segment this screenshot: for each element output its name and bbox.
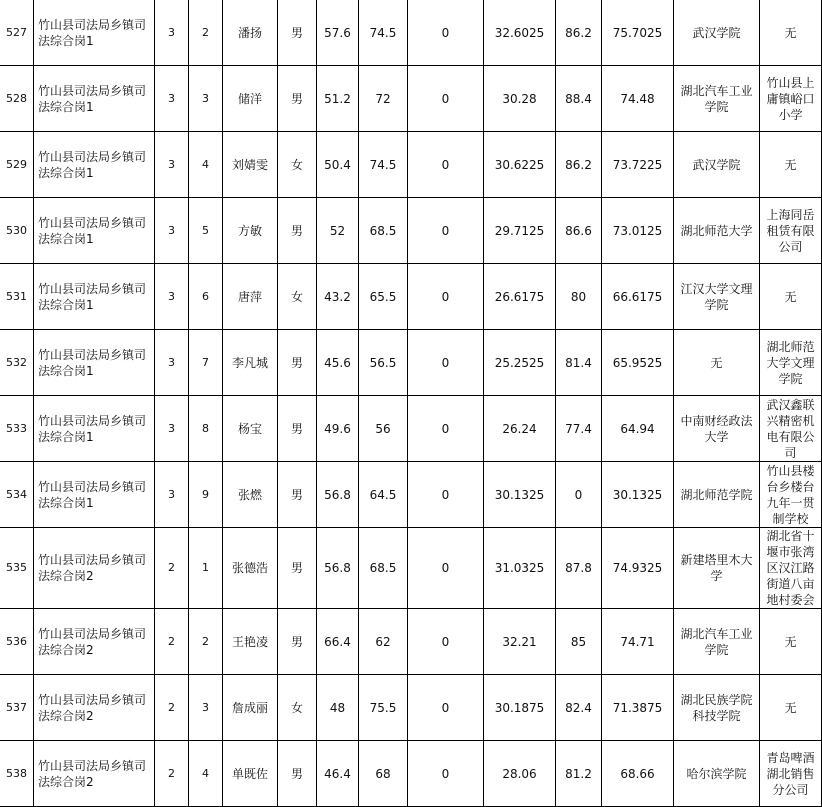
post-name-cell: 竹山县司法局乡镇司法综合岗1 [34,462,155,528]
post-name-cell: 竹山县司法局乡镇司法综合岗2 [34,528,155,609]
employer-cell: 竹山县上庸镇峪口小学 [760,66,822,132]
interview-score-cell: 86.2 [556,0,602,66]
post-quota-cell: 2 [155,609,189,675]
written-weighted-cell: 28.06 [484,741,556,807]
total-score-cell: 74.48 [602,66,674,132]
gender-cell: 女 [278,132,317,198]
row-number-cell: 530 [0,198,34,264]
written-weighted-cell: 30.6225 [484,132,556,198]
post-name-cell: 竹山县司法局乡镇司法综合岗1 [34,330,155,396]
school-cell: 哈尔滨学院 [674,741,760,807]
row-number-cell: 533 [0,396,34,462]
row-number-cell: 537 [0,675,34,741]
exam-score-b-cell: 68.5 [359,528,408,609]
school-cell: 中南财经政法大学 [674,396,760,462]
school-cell: 新建塔里木大学 [674,528,760,609]
post-name-cell: 竹山县司法局乡镇司法综合岗1 [34,264,155,330]
candidate-name-cell: 王艳凌 [223,609,278,675]
exam-score-a-cell: 52 [317,198,359,264]
bonus-points-cell: 0 [408,675,484,741]
candidate-name-cell: 方敏 [223,198,278,264]
gender-cell: 女 [278,675,317,741]
post-name-cell: 竹山县司法局乡镇司法综合岗2 [34,609,155,675]
gender-cell: 男 [278,609,317,675]
exam-score-a-cell: 56.8 [317,528,359,609]
bonus-points-cell: 0 [408,396,484,462]
interview-score-cell: 81.2 [556,741,602,807]
school-cell: 湖北民族学院科技学院 [674,675,760,741]
exam-score-b-cell: 56 [359,396,408,462]
interview-score-cell: 77.4 [556,396,602,462]
employer-cell: 无 [760,264,822,330]
candidate-name-cell: 单既佐 [223,741,278,807]
total-score-cell: 73.7225 [602,132,674,198]
employer-cell: 无 [760,609,822,675]
gender-cell: 女 [278,264,317,330]
total-score-cell: 75.7025 [602,0,674,66]
post-quota-cell: 3 [155,264,189,330]
exam-score-b-cell: 72 [359,66,408,132]
post-name-cell: 竹山县司法局乡镇司法综合岗2 [34,675,155,741]
rank-cell: 8 [189,396,223,462]
post-name-cell: 竹山县司法局乡镇司法综合岗2 [34,741,155,807]
school-cell: 湖北汽车工业学院 [674,66,760,132]
post-quota-cell: 3 [155,66,189,132]
total-score-cell: 74.71 [602,609,674,675]
bonus-points-cell: 0 [408,198,484,264]
post-name-cell: 竹山县司法局乡镇司法综合岗1 [34,396,155,462]
row-number-cell: 531 [0,264,34,330]
post-name-cell: 竹山县司法局乡镇司法综合岗1 [34,198,155,264]
exam-score-a-cell: 57.6 [317,0,359,66]
bonus-points-cell: 0 [408,609,484,675]
rank-cell: 1 [189,528,223,609]
exam-score-a-cell: 49.6 [317,396,359,462]
exam-score-b-cell: 62 [359,609,408,675]
bonus-points-cell: 0 [408,264,484,330]
exam-score-b-cell: 56.5 [359,330,408,396]
bonus-points-cell: 0 [408,741,484,807]
bonus-points-cell: 0 [408,132,484,198]
gender-cell: 男 [278,528,317,609]
written-weighted-cell: 26.24 [484,396,556,462]
gender-cell: 男 [278,66,317,132]
total-score-cell: 74.9325 [602,528,674,609]
bonus-points-cell: 0 [408,462,484,528]
row-number-cell: 528 [0,66,34,132]
interview-score-cell: 86.6 [556,198,602,264]
rank-cell: 9 [189,462,223,528]
exam-score-b-cell: 68 [359,741,408,807]
post-quota-cell: 3 [155,0,189,66]
post-name-cell: 竹山县司法局乡镇司法综合岗1 [34,132,155,198]
gender-cell: 男 [278,462,317,528]
rank-cell: 3 [189,675,223,741]
interview-score-cell: 85 [556,609,602,675]
written-weighted-cell: 25.2525 [484,330,556,396]
employer-cell: 湖北师范大学文理学院 [760,330,822,396]
table-row [0,330,822,396]
row-number-cell: 532 [0,330,34,396]
exam-score-a-cell: 56.8 [317,462,359,528]
gender-cell: 男 [278,0,317,66]
exam-score-b-cell: 65.5 [359,264,408,330]
interview-score-cell: 0 [556,462,602,528]
total-score-cell: 71.3875 [602,675,674,741]
table-row [0,528,822,609]
candidate-name-cell: 刘婧雯 [223,132,278,198]
school-cell: 湖北师范学院 [674,462,760,528]
post-name-cell: 竹山县司法局乡镇司法综合岗1 [34,0,155,66]
school-cell: 武汉学院 [674,0,760,66]
exam-score-b-cell: 75.5 [359,675,408,741]
written-weighted-cell: 30.1875 [484,675,556,741]
exam-score-b-cell: 74.5 [359,132,408,198]
table-row [0,741,822,807]
employer-cell: 无 [760,675,822,741]
school-cell: 湖北汽车工业学院 [674,609,760,675]
table-row [0,198,822,264]
exam-score-a-cell: 46.4 [317,741,359,807]
rank-cell: 2 [189,0,223,66]
table-row [0,675,822,741]
rank-cell: 4 [189,132,223,198]
school-cell: 无 [674,330,760,396]
exam-score-b-cell: 64.5 [359,462,408,528]
rank-cell: 6 [189,264,223,330]
employer-cell: 青岛啤酒湖北销售分公司 [760,741,822,807]
employer-cell: 湖北省十堰市张湾区汉江路街道八亩地村委会 [760,528,822,609]
post-quota-cell: 2 [155,675,189,741]
total-score-cell: 66.6175 [602,264,674,330]
bonus-points-cell: 0 [408,528,484,609]
row-number-cell: 529 [0,132,34,198]
candidate-name-cell: 潘扬 [223,0,278,66]
total-score-cell: 30.1325 [602,462,674,528]
written-weighted-cell: 32.6025 [484,0,556,66]
interview-score-cell: 88.4 [556,66,602,132]
candidate-name-cell: 唐萍 [223,264,278,330]
bonus-points-cell: 0 [408,66,484,132]
row-number-cell: 538 [0,741,34,807]
total-score-cell: 73.0125 [602,198,674,264]
rank-cell: 5 [189,198,223,264]
written-weighted-cell: 26.6175 [484,264,556,330]
bonus-points-cell: 0 [408,0,484,66]
candidate-name-cell: 储洋 [223,66,278,132]
school-cell: 江汉大学文理学院 [674,264,760,330]
school-cell: 武汉学院 [674,132,760,198]
post-name-cell: 竹山县司法局乡镇司法综合岗1 [34,66,155,132]
post-quota-cell: 3 [155,462,189,528]
table-row [0,609,822,675]
interview-score-cell: 81.4 [556,330,602,396]
employer-cell: 无 [760,0,822,66]
interview-score-cell: 87.8 [556,528,602,609]
rank-cell: 7 [189,330,223,396]
post-quota-cell: 2 [155,528,189,609]
exam-score-b-cell: 74.5 [359,0,408,66]
written-weighted-cell: 30.28 [484,66,556,132]
table-row [0,0,822,66]
exam-score-a-cell: 48 [317,675,359,741]
employer-cell: 无 [760,132,822,198]
exam-score-a-cell: 50.4 [317,132,359,198]
post-quota-cell: 3 [155,330,189,396]
written-weighted-cell: 29.7125 [484,198,556,264]
exam-score-b-cell: 68.5 [359,198,408,264]
interview-score-cell: 86.2 [556,132,602,198]
bonus-points-cell: 0 [408,330,484,396]
row-number-cell: 535 [0,528,34,609]
row-number-cell: 527 [0,0,34,66]
candidate-name-cell: 杨宝 [223,396,278,462]
total-score-cell: 65.9525 [602,330,674,396]
employer-cell: 竹山县楼台乡楼台九年一贯制学校 [760,462,822,528]
table-row [0,264,822,330]
post-quota-cell: 2 [155,741,189,807]
employer-cell: 上海同岳租赁有限公司 [760,198,822,264]
candidate-name-cell: 张德浩 [223,528,278,609]
table-row [0,396,822,462]
exam-score-a-cell: 45.6 [317,330,359,396]
post-quota-cell: 3 [155,396,189,462]
total-score-cell: 68.66 [602,741,674,807]
candidate-name-cell: 詹成丽 [223,675,278,741]
table-row [0,462,822,528]
table-row [0,132,822,198]
written-weighted-cell: 30.1325 [484,462,556,528]
gender-cell: 男 [278,330,317,396]
gender-cell: 男 [278,396,317,462]
row-number-cell: 536 [0,609,34,675]
candidate-name-cell: 张燃 [223,462,278,528]
exam-score-a-cell: 43.2 [317,264,359,330]
total-score-cell: 64.94 [602,396,674,462]
post-quota-cell: 3 [155,132,189,198]
row-number-cell: 534 [0,462,34,528]
written-weighted-cell: 31.0325 [484,528,556,609]
interview-score-cell: 80 [556,264,602,330]
exam-score-a-cell: 66.4 [317,609,359,675]
rank-cell: 4 [189,741,223,807]
post-quota-cell: 3 [155,198,189,264]
rank-cell: 2 [189,609,223,675]
interview-score-cell: 82.4 [556,675,602,741]
written-weighted-cell: 32.21 [484,609,556,675]
gender-cell: 男 [278,741,317,807]
school-cell: 湖北师范大学 [674,198,760,264]
employer-cell: 武汉鑫联兴精密机电有限公司 [760,396,822,462]
candidate-name-cell: 李凡城 [223,330,278,396]
gender-cell: 男 [278,198,317,264]
exam-score-a-cell: 51.2 [317,66,359,132]
table-row [0,66,822,132]
rank-cell: 3 [189,66,223,132]
